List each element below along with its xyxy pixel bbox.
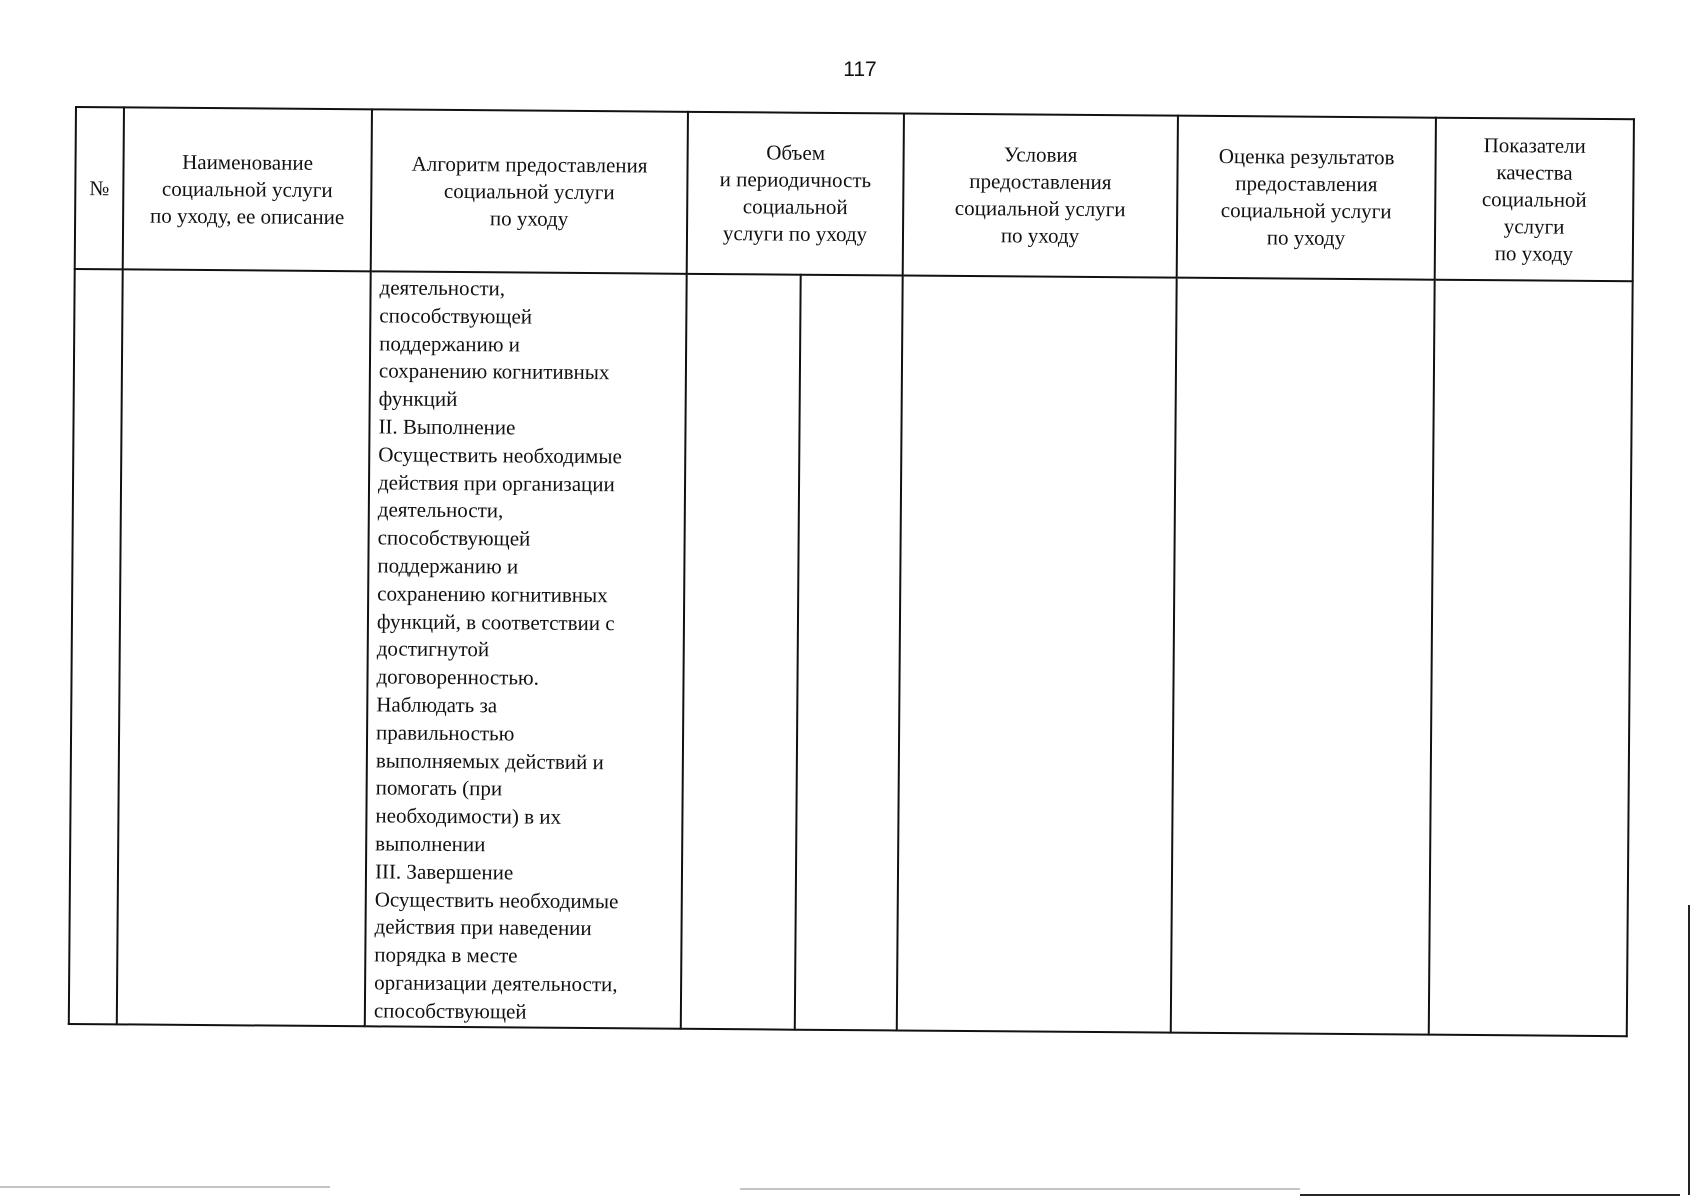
- header-conditions: Условия предоставления социальной услуги по уходу: [903, 114, 1178, 278]
- header-evaluation: Оценка результатов предоставления социальной услуги по уходу: [1177, 116, 1436, 280]
- header-algorithm: Алгоритм предоставления социальной услуги по уходу: [371, 109, 688, 273]
- page-number: 117: [843, 58, 877, 81]
- header-service-name: Наименование социальной услуги по уходу, ее описание: [123, 107, 372, 271]
- scan-artifact: [1300, 1194, 1680, 1196]
- table-header-row: [75, 107, 1634, 281]
- cell-number: [69, 269, 123, 1024]
- scan-edge: [1688, 905, 1690, 1195]
- header-quality: Показатели качества социальной услуги по уходу: [1435, 118, 1634, 282]
- scan-artifact: [0, 1186, 330, 1188]
- cell-evaluation: [1171, 278, 1435, 1035]
- header-number: №: [75, 107, 124, 269]
- table-row: [69, 269, 1633, 1036]
- cell-service-name: [117, 269, 371, 1025]
- cell-conditions: [897, 276, 1177, 1033]
- cell-volume: [681, 274, 801, 1029]
- services-table: [68, 106, 1635, 1037]
- cell-algorithm: деятельности, способствующей поддержанию и сохранению когнитивных функций II. Выполнение Осуществить необходимые действия при организации деятельности, способствующей поддержанию и сохранению когнитивных функций, в соответствии с достигнутой договоренностью. Наблюдать за правильностью выполняемых действий и помогать (при необходимости) в их выполнении III. Завершение Осуществить необходимые действия при наведении порядка в месте организации деятельности, способствующей: [365, 271, 687, 1028]
- cell-periodicity: [795, 275, 903, 1030]
- cell-quality: [1429, 280, 1633, 1036]
- scan-artifact: [740, 1188, 1300, 1190]
- header-volume-periodicity: Объем и периодичность социальной услуги по уходу: [687, 112, 904, 276]
